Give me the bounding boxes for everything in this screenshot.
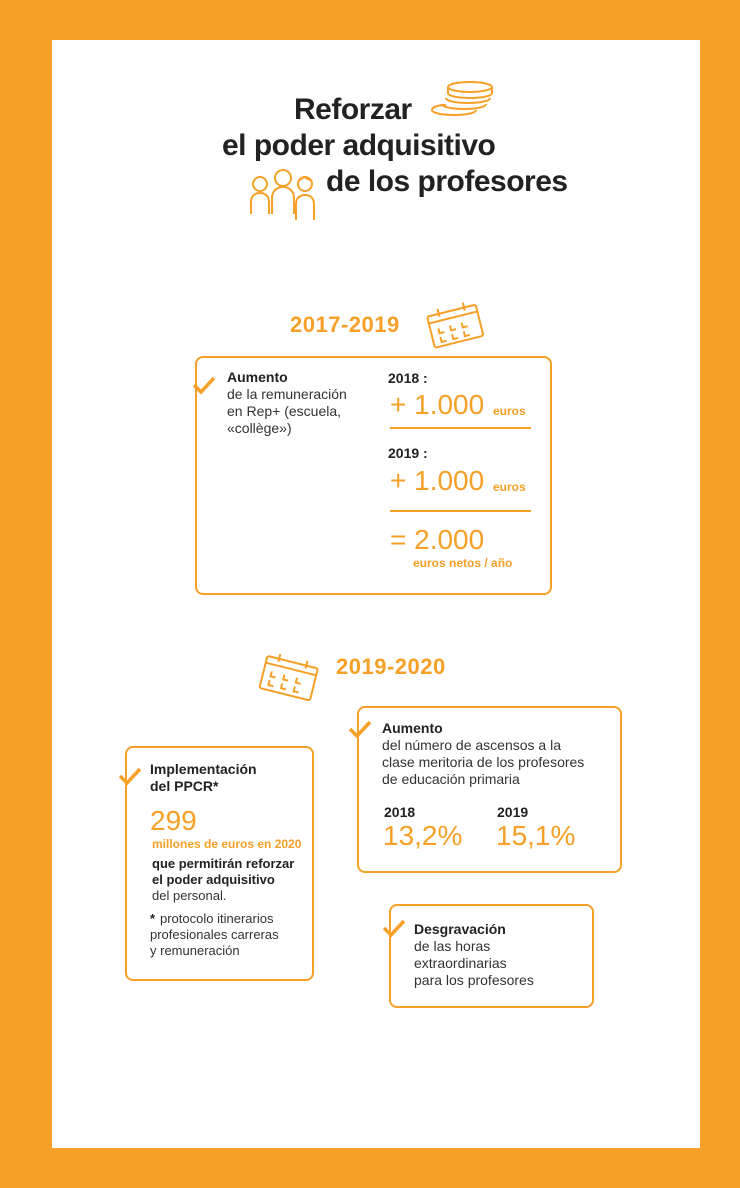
row-2019-label: 2019 :	[388, 445, 428, 461]
stat-2018-value: 13,2%	[383, 820, 463, 851]
remuneration-title: Aumento	[227, 369, 288, 385]
period-2019-2020: 2019-2020	[336, 654, 446, 679]
total-unit: euros netos / año	[413, 556, 513, 570]
remuneration-line-3: «collège»)	[227, 420, 292, 436]
stat-2018-year: 2018	[384, 804, 416, 820]
remuneration-line-2: en Rep+ (escuela,	[227, 403, 342, 419]
footnote-line-3: y remuneración	[150, 943, 240, 958]
title-line-1: Reforzar	[294, 93, 412, 126]
calendar-icon	[258, 652, 322, 702]
footnote-star: *	[150, 911, 156, 926]
ascensos-line-1: del número de ascensos a la	[382, 737, 561, 753]
divider	[390, 510, 531, 512]
ppcr-bold-line-2: el poder adquisitivo	[152, 872, 275, 887]
ppcr-amount: 299	[150, 805, 197, 836]
desgravacion-line-3: para los profesores	[414, 972, 534, 988]
stat-2019-year: 2019	[497, 804, 529, 820]
ppcr-normal-line: del personal.	[152, 888, 227, 903]
desgravacion-line-1: de las horas	[414, 938, 491, 954]
desgravacion-line-2: extraordinarias	[414, 955, 507, 971]
ppcr-amount-caption: millones de euros en 2020	[152, 837, 302, 851]
title-line-3: de los profesores	[326, 165, 568, 198]
row-2019-value: + 1.000	[390, 465, 485, 496]
remuneration-line-1: de la remuneración	[227, 386, 347, 402]
row-2018-label: 2018 :	[388, 370, 428, 386]
desgravacion-title: Desgravación	[414, 921, 506, 937]
calendar-icon	[426, 302, 486, 348]
title-line-2: el poder adquisitivo	[222, 129, 496, 162]
total-value: = 2.000	[390, 524, 485, 555]
divider	[390, 427, 531, 429]
ascensos-line-3: de educación primaria	[382, 771, 520, 787]
infographic-page	[52, 40, 700, 1148]
ascensos-title: Aumento	[382, 720, 443, 736]
row-2018-value: + 1.000	[390, 389, 485, 420]
stat-2019-value: 15,1%	[496, 820, 576, 851]
footnote-line-1: protocolo itinerarios	[160, 911, 274, 926]
footnote-line-2: profesionales carreras	[150, 927, 279, 942]
people-icon	[248, 168, 318, 224]
ppcr-title-line-2: del PPCR*	[150, 778, 219, 794]
ascensos-line-2: clase meritoria de los profesores	[382, 754, 585, 770]
ppcr-title-line-1: Implementación	[150, 761, 257, 777]
row-2018-unit: euros	[493, 404, 526, 418]
row-2019-unit: euros	[493, 480, 526, 494]
coins-icon	[428, 80, 498, 120]
ppcr-bold-line-1: que permitirán reforzar	[152, 856, 295, 871]
period-2017-2019: 2017-2019	[290, 312, 400, 337]
